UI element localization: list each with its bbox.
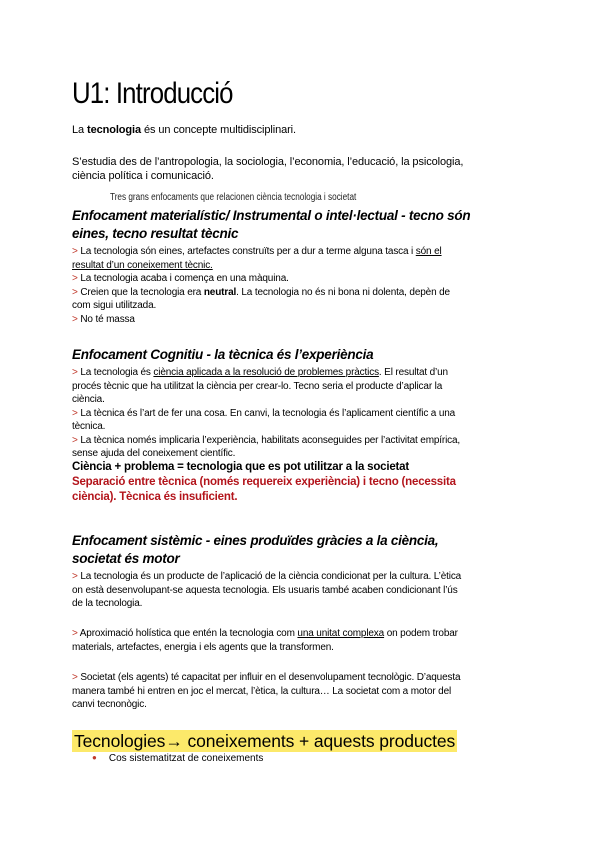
section-1-line: com sigui utilitzada. — [72, 300, 157, 311]
section-1-text: No té massa — [77, 313, 135, 325]
section-3-heading-line: societat és motor — [72, 550, 180, 566]
section-3-paragraph-2 — [72, 627, 532, 654]
page-title: U1: Introducció — [72, 77, 233, 110]
section-1-line — [72, 286, 532, 300]
section-1-heading — [72, 207, 542, 242]
intro-p2-line: S’estudia des de l’antropologia, la sociologia, l’economia, l’educació, la psicologia, — [72, 156, 464, 168]
section-2-line: procés tècnic que ha utilitzat la ciència per crear-lo. Tecno seria el producte d’aplicar la — [72, 380, 443, 392]
section-1-heading-line: Enfocament materialístic/ Instrumental o intel·lectual - tecno són — [72, 208, 471, 223]
arrow-marker: > — [72, 628, 78, 639]
approaches-caption: Tres grans enfocaments que relacionen ciència tecnologia i societat — [110, 192, 357, 203]
underlined-text: resultat d’un coneixement tècnic. — [72, 259, 213, 271]
arrow-marker: > — [72, 571, 78, 582]
section-3-heading-line: Enfocament sistèmic - eines produïdes gràcies a la ciència, — [72, 533, 439, 548]
section-3-text: on podem trobar — [384, 628, 458, 639]
section-2-text: La tècnica només implicaria l’experiència, habilitats aconseguides per l’activitat empírica, — [77, 434, 461, 446]
section-1-text: La tecnologia són eines, artefactes construïts per a dur a terme alguna tasca i — [77, 246, 416, 257]
arrow-marker: > — [72, 672, 78, 683]
section-3-line: canvi tecnonògic. — [72, 699, 147, 710]
section-1-text: . La tecnologia no és ni bona ni dolenta, depèn de — [236, 286, 450, 298]
section-2-line: ciència. — [72, 394, 105, 405]
section-2-line: sense ajuda del coneixement científic. — [72, 448, 236, 459]
intro-term-tecnologia: tecnologia — [87, 124, 142, 136]
section-2-text: La tècnica és l’art de fer una cosa. En canvi, la tecnologia és l’aplicament científic a una — [77, 407, 456, 419]
section-3-paragraph-1 — [72, 570, 532, 611]
arrow-marker: > — [72, 367, 78, 378]
arrow-marker: > — [72, 286, 78, 298]
arrow-marker: > — [72, 434, 78, 446]
section-3-heading — [72, 532, 542, 567]
section-1-line — [72, 272, 532, 286]
section-2-line — [72, 407, 532, 421]
section-3-line: manera també hi entren en joc el mercat, l’ètica, la cultura… La societat com a motor del — [72, 685, 452, 697]
bold-term-neutral: neutral — [203, 286, 237, 298]
intro-text-after: és un concepte multidisciplinari. — [141, 124, 296, 136]
intro-p2-line: ciència política i comunicació. — [72, 170, 214, 182]
bullet-icon: ● — [92, 753, 97, 762]
red-note-line: ciència). Tècnica és insuficient. — [72, 491, 238, 503]
underlined-text: són el — [415, 246, 442, 257]
arrow-marker: > — [72, 273, 78, 284]
section-2-body — [72, 366, 532, 461]
section-2-line — [72, 434, 532, 448]
section-2-line: tècnica. — [72, 421, 106, 432]
section-3-line — [72, 627, 532, 641]
section-3-text: Aproximació holística que entén la tecnologia com — [77, 628, 298, 639]
intro-paragraph-2 — [72, 155, 532, 183]
bullet-item — [92, 752, 263, 766]
section-3-line — [72, 671, 532, 685]
section-3-line: materials, artefactes, energia i els agents que la transformen. — [72, 641, 334, 653]
section-1-text: La tecnologia acaba i comença en una màquina. — [77, 273, 289, 284]
red-note-line: Separació entre tècnica (només requereix experiència) i tecno (necessita — [72, 476, 456, 488]
arrow-marker: > — [72, 407, 78, 419]
section-1-line — [72, 313, 532, 327]
intro-paragraph-1 — [72, 123, 532, 137]
underlined-text: ciència aplicada a la resolució de problemes pràctics — [153, 367, 379, 378]
section-3-line: de la tecnologia. — [72, 598, 143, 609]
section-2-heading: Enfocament Cognitiu - la tècnica és l’experiència — [72, 347, 374, 362]
section-3-text: La tecnologia és un producte de l’aplicació de la ciència condicionat per la cultura. L’ètica — [77, 571, 462, 582]
section-2-text: La tecnologia és — [77, 367, 154, 378]
intro-text-before: La — [72, 124, 87, 136]
highlighted-heading: Tecnologies→ coneixements + aquests productes — [74, 731, 456, 751]
section-3-line: on està desenvolupant-se aquesta tecnologia. Els usuaris també acaben condicionant l’ús — [72, 584, 458, 596]
formula-line: Ciència + problema = tecnologia que es pot utilitzar a la societat — [72, 461, 410, 473]
section-3-text: Societat (els agents) té capacitat per influir en el desenvolupament tecnològic. D’aquesta — [77, 672, 461, 683]
underlined-text: una unitat complexa — [297, 628, 385, 639]
section-2-text: . El resultat d’un — [378, 367, 448, 378]
section-1-text: Creien que la tecnologia era — [77, 286, 204, 298]
section-2-conclusion — [72, 460, 532, 505]
section-2-line — [72, 366, 532, 380]
section-3-line — [72, 570, 532, 584]
section-1-heading-line: eines, tecno resultat tècnic — [72, 225, 239, 241]
arrow-marker: > — [72, 246, 78, 257]
section-3-paragraph-3 — [72, 671, 532, 712]
section-1-line — [72, 245, 532, 259]
section-1-body — [72, 245, 532, 326]
bullet-text: Cos sistematitzat de coneixements — [108, 753, 264, 764]
arrow-marker: > — [72, 313, 78, 325]
